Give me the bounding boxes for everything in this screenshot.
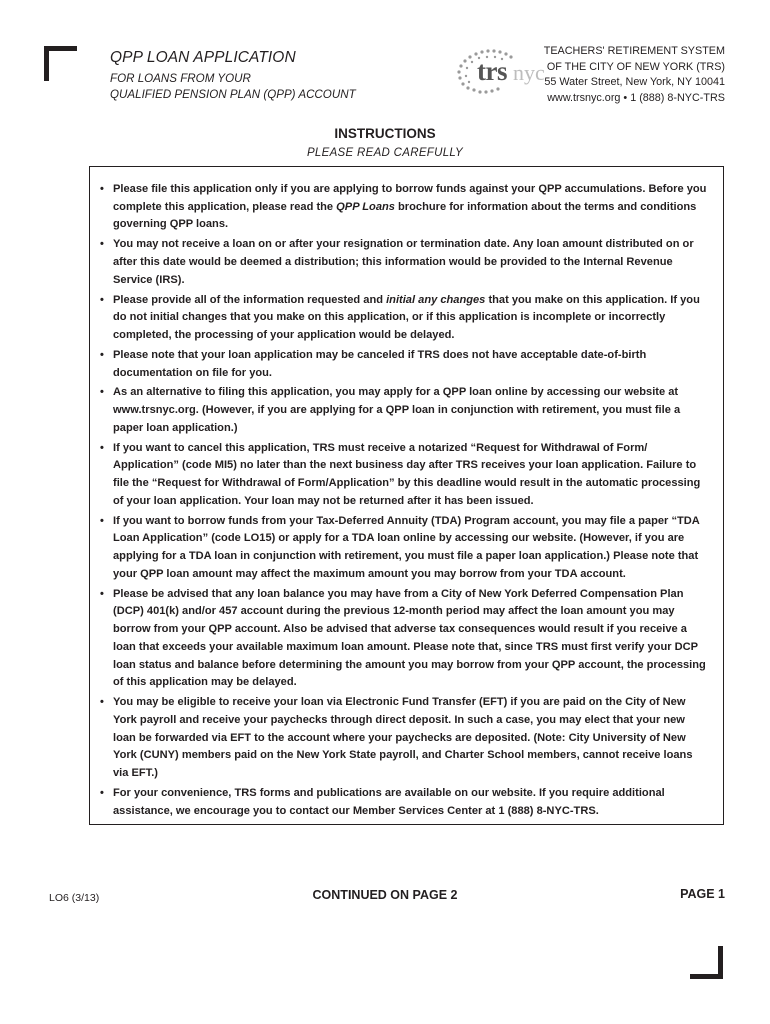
instruction-item: • Please provide all of the information requested and initial any changes that you make on this application. If you do not initial changes that you make on this application, or if this application is incomplete or incorrectly completed, the processing of your application would be delayed. [100, 293, 700, 341]
org-contact: www.trsnyc.org • 1 (888) 8-NYC-TRS [547, 91, 725, 104]
org-name: TEACHERS' RETIREMENT SYSTEM [543, 45, 725, 57]
logo-text-trs: trs [477, 56, 507, 86]
form-subtitle-line2: QUALIFIED PENSION PLAN (QPP) ACCOUNT [110, 88, 356, 101]
instruction-item: • As an alternative to filing this application, you may apply for a QPP loan online by accessing our website at www.trsnyc.org. (However, if you are applying for a QPP loan in conjunction with retirement, you must file a paper loan application.) [100, 386, 681, 434]
instructions-list [100, 181, 709, 822]
logo-text-nyc: nyc [513, 60, 545, 85]
corner-mark-bottom-right [690, 946, 723, 979]
form-code: LO6 (3/13) [49, 892, 100, 904]
form-subtitle [110, 71, 356, 103]
instruction-item: • Please be advised that any loan balance you may have from a City of New York Deferred Compensation Plan (DCP) 401(k) and/or 457 account during the previous 12-month period may affect the loan amount you may borrow from your QPP account. Also be advised that adverse tax consequences would result if you receive a loan that exceeds your available maximum loan amount. Please note that, since TRS must first verify your DCP loan status and balance before determining the amount you may borrow from your QPP account, the processing of this application may be delayed. [100, 587, 706, 689]
instruction-item: • If you want to cancel this application, TRS must receive a notarized “Request for Withdrawal of Form/ Application” (code MI5) no later than the next business day after TRS receives your loan application. Failure to file the “Request for Withdrawal of Form/Application” by this deadline would result in the automatic processing of your loan application. Your loan may not be returned after it has been issued. [100, 441, 701, 507]
instructions-box [89, 166, 724, 825]
corner-mark-top-left [44, 46, 77, 81]
instruction-item: • You may not receive a loan on or after your resignation or termination date. Any loan amount distributed on or after this date would be deemed a distribution; this information would be provided to the Internal Revenue Service (IRS). [100, 238, 694, 286]
org-address-block [544, 44, 725, 106]
form-subtitle-line1: FOR LOANS FROM YOUR [110, 72, 251, 85]
page-number: PAGE 1 [680, 887, 725, 901]
instruction-item: • For your convenience, TRS forms and publications are available on our website. If you require additional assistance, we encourage you to contact our Member Services Center at 1 (888) 8-NYC-TRS. [100, 786, 665, 817]
continued-note: CONTINUED ON PAGE 2 [312, 888, 458, 902]
instruction-item: • If you want to borrow funds from your Tax-Deferred Annuity (TDA) Program account, you may file a paper “TDA Loan Application” (code LO15) or apply for a TDA loan online by accessing our website. (However, if you are applying for a TDA loan in conjunction with retirement, you must file a paper loan application.) Please note that your QPP loan amount may affect the maximum amount you may borrow from your TDA account. [100, 514, 700, 580]
org-name-line2: OF THE CITY OF NEW YORK (TRS) [546, 60, 725, 73]
instruction-item: • Please note that your loan application may be canceled if TRS does not have acceptable date-of-birth documentation on file for you. [100, 348, 647, 379]
instruction-item: • You may be eligible to receive your loan via Electronic Fund Transfer (EFT) if you are paid on the City of New York payroll and receive your paychecks through direct deposit. In such a case, you may elect that your new loan be forwarded via EFT to the account where your paychecks are deposited. (Note: City University of New York (CUNY) members paid on the New York State payroll, and Charter School members, cannot receive loans via EFT.) [100, 696, 693, 779]
instructions-subheading: PLEASE READ CAREFULLY [306, 147, 464, 159]
instructions-heading: INSTRUCTIONS [334, 126, 436, 141]
org-address: 55 Water Street, New York, NY 10041 [544, 76, 725, 88]
instruction-item: • Please file this application only if you are applying to borrow funds against your QPP accumulations. Before you complete this application, please read the QPP Loans brochure for information about the terms and conditions governing QPP loans. [100, 183, 707, 231]
form-title: QPP LOAN APPLICATION [110, 49, 296, 66]
